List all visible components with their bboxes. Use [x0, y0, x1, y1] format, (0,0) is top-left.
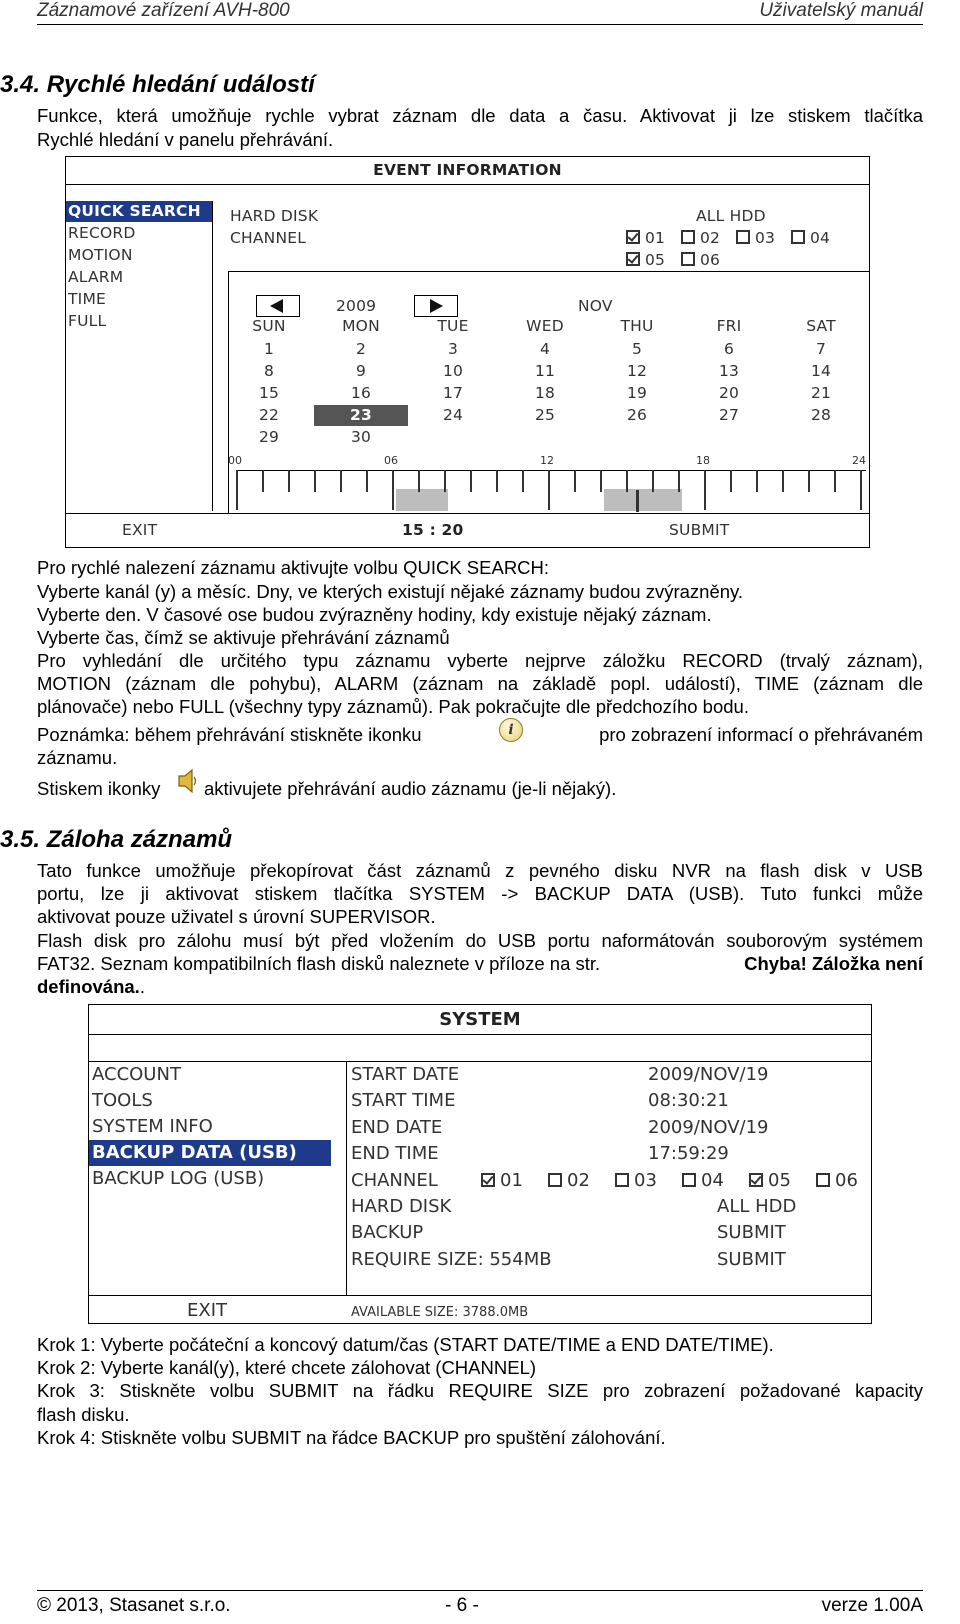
channel-label: 02	[700, 229, 721, 247]
timeline-tick	[522, 470, 524, 492]
backup-row-value[interactable]: 17:59:29	[648, 1143, 729, 1165]
weekday-header: SUN	[252, 317, 286, 335]
timeline-hour-label: 12	[540, 454, 554, 467]
menu-record[interactable]: RECORD	[68, 224, 136, 242]
calendar-day[interactable]: 14	[810, 362, 832, 380]
backup-settings	[351, 1062, 869, 1273]
backup-line-2: portu, lze ji aktivovat stiskem tlačítka SYSTEM -> BACKUP DATA (USB). Tuto funkci může	[37, 883, 923, 904]
timeline-tick	[496, 470, 498, 492]
channel-label: 06	[835, 1169, 858, 1191]
channel-label: 03	[755, 229, 776, 247]
checkbox-icon	[736, 230, 750, 244]
calendar-day[interactable]: 24	[442, 406, 464, 424]
backup-row-label: END DATE	[351, 1116, 443, 1138]
calendar-day[interactable]: 26	[626, 406, 648, 424]
backup-channel-04-checkbox[interactable]	[682, 1168, 724, 1194]
calendar-day[interactable]: 29	[258, 428, 280, 446]
timeline-tick	[808, 470, 810, 492]
exit-button[interactable]: EXIT	[122, 521, 158, 539]
calendar-day[interactable]: 15	[258, 384, 280, 402]
calendar-day[interactable]: 28	[810, 406, 832, 424]
timeline-tick	[600, 470, 602, 492]
timeline-tick	[574, 470, 576, 492]
page-header	[37, 0, 923, 25]
menu-full[interactable]: FULL	[68, 312, 107, 330]
backup-row-label: BACKUP	[351, 1222, 424, 1244]
backup-row-value[interactable]: 2009/NOV/19	[648, 1064, 769, 1085]
checkbox-icon	[626, 230, 640, 244]
calendar-day[interactable]: 30	[350, 428, 372, 446]
system-menu-item[interactable]: ACCOUNT	[92, 1064, 181, 1085]
menu-time[interactable]: TIME	[68, 290, 107, 308]
note-part-2: pro zobrazení informací o přehrávaném	[599, 724, 923, 745]
weekday-header: SAT	[806, 317, 836, 335]
channel-01-checkbox[interactable]	[626, 229, 665, 247]
channel-label: 04	[701, 1169, 724, 1191]
timeline-tick	[782, 470, 784, 492]
channel-02-checkbox[interactable]	[681, 229, 720, 247]
calendar-day[interactable]: 2	[355, 340, 367, 358]
timeline-tick	[262, 470, 264, 492]
next-month-button[interactable]	[414, 295, 458, 317]
timeline-tick	[860, 470, 862, 510]
backup-row	[351, 1141, 869, 1167]
backup-line-4: Flash disk pro zálohu musí být před vložením do USB portu naformátován souborovým systémem	[37, 930, 923, 951]
backup-row	[351, 1115, 869, 1141]
calendar-day[interactable]: 13	[718, 362, 740, 380]
note-line-2: záznamu.	[37, 747, 118, 768]
channel-label: 05	[645, 251, 666, 269]
system-menu-item[interactable]: SYSTEM INFO	[92, 1116, 213, 1137]
menu-quick-search[interactable]: QUICK SEARCH	[66, 201, 212, 222]
audio-part-2: aktivujete přehrávání audio záznamu (je-li nějaký).	[204, 778, 617, 799]
timeline-tick	[288, 470, 290, 492]
channel-label: 04	[810, 229, 831, 247]
backup-channel-02-checkbox[interactable]	[548, 1168, 590, 1194]
backup-line-5	[37, 952, 923, 976]
timeline-tick	[418, 470, 420, 492]
backup-channel-01-checkbox[interactable]	[481, 1168, 523, 1194]
calendar-year: 2009	[336, 297, 377, 315]
note-line	[37, 723, 923, 747]
timeline-tick	[340, 470, 342, 492]
channel-06-checkbox[interactable]	[681, 251, 720, 269]
prev-month-button[interactable]	[256, 295, 300, 317]
text-line-4: Vyberte čas, čímž se aktivuje přehrávání záznamů	[37, 627, 450, 648]
weekday-header: THU	[620, 317, 654, 335]
channel-03-checkbox[interactable]	[736, 229, 775, 247]
backup-channel-06-checkbox[interactable]	[816, 1168, 858, 1194]
step-3: Krok 3: Stiskněte volbu SUBMIT na řádku REQUIRE SIZE pro zobrazení požadované kapacity	[37, 1380, 923, 1401]
calendar-day[interactable]: 21	[810, 384, 832, 402]
timeline-tick	[834, 470, 836, 492]
calendar-day-selected[interactable]: 23	[314, 405, 408, 426]
step-4: Krok 4: Stiskněte volbu SUBMIT na řádce BACKUP pro spuštění zálohování.	[37, 1427, 666, 1448]
text-para2-line-3: plánovače) nebo FULL (všechny typy záznamů). Pak pokračujte dle předchozího bodu.	[37, 696, 749, 717]
timeline-hour-label: 00	[228, 454, 242, 467]
audio-line	[37, 777, 923, 801]
timeline-hour-label: 18	[696, 454, 710, 467]
note-part-1: Poznámka: během přehrávání stiskněte ikonku	[37, 724, 422, 745]
event-screen-title: EVENT INFORMATION	[373, 161, 562, 179]
intro-line-2: Rychlé hledání v panelu přehrávání.	[37, 129, 334, 150]
backup-row-value[interactable]: SUBMIT	[717, 1222, 786, 1244]
hard-disk-label: HARD DISK	[230, 207, 319, 225]
timeline-tick	[548, 470, 550, 510]
step-3-cont: flash disku.	[37, 1404, 130, 1425]
calendar-day[interactable]: 3	[447, 340, 459, 358]
backup-channel-05-checkbox[interactable]	[749, 1168, 791, 1194]
backup-line-6	[37, 975, 923, 999]
timeline-hour-label: 24	[852, 454, 866, 467]
checkbox-icon	[615, 1173, 629, 1187]
timeline-tick	[730, 470, 732, 492]
calendar-day[interactable]: 1	[263, 340, 275, 358]
section-title-backup: 3.5. Záloha záznamů	[0, 826, 233, 853]
text-line-3: Vyberte den. V časové ose budou zvýrazněny hodiny, kdy existuje nějaký záznam.	[37, 604, 712, 625]
calendar-day[interactable]: 6	[723, 340, 735, 358]
timeline-tick	[756, 470, 758, 492]
page-footer	[37, 1590, 923, 1617]
backup-row	[351, 1194, 869, 1220]
calendar-day[interactable]: 11	[534, 362, 556, 380]
system-menu-item[interactable]: BACKUP LOG (USB)	[92, 1168, 265, 1189]
channel-label: 03	[634, 1169, 657, 1191]
info-icon: i	[499, 718, 523, 742]
backup-row	[351, 1247, 869, 1273]
checkbox-icon	[626, 252, 640, 266]
backup-row-label: CHANNEL	[351, 1169, 438, 1191]
submit-button[interactable]: SUBMIT	[669, 521, 730, 539]
step-2: Krok 2: Vyberte kanál(y), které chcete zálohovat (CHANNEL)	[37, 1357, 537, 1378]
text-para2-line-1: Pro vyhledání dle určitého typu záznamu vyberte nejprve záložku RECORD (trvalý záznam),	[37, 650, 923, 671]
timeline-tick	[470, 470, 472, 492]
calendar-day[interactable]: 16	[350, 384, 372, 402]
calendar-day[interactable]: 12	[626, 362, 648, 380]
timeline-tick	[392, 470, 394, 510]
timeline-hour-label: 06	[384, 454, 398, 467]
backup-line-3: aktivovat pouze uživatel s úrovní SUPERVISOR.	[37, 906, 436, 927]
header-left: Záznamové zařízení AVH-800	[37, 0, 290, 21]
backup-row-label: END TIME	[351, 1143, 439, 1165]
text-para2-line-2: MOTION (záznam dle pohybu), ALARM (záznam na základě popl. událostí), TIME (záznam dle	[37, 673, 923, 694]
channel-05-checkbox[interactable]	[626, 251, 665, 269]
backup-channel-03-checkbox[interactable]	[615, 1168, 657, 1194]
timeline-tick	[678, 470, 680, 492]
time-value[interactable]: 15 : 20	[402, 521, 464, 539]
timeline	[228, 454, 868, 512]
checkbox-icon	[816, 1173, 830, 1187]
timeline-tick	[236, 470, 238, 510]
weekday-header: FRI	[716, 317, 742, 335]
text-line-1: Pro rychlé nalezení záznamu aktivujte volbu QUICK SEARCH:	[37, 557, 550, 578]
timeline-cursor[interactable]	[636, 490, 639, 512]
weekday-header: WED	[526, 317, 564, 335]
backup-line-5-text: FAT32. Seznam kompatibilních flash disků naleznete v příloze na str.	[37, 953, 601, 974]
text-line-2: Vyberte kanál (y) a měsíc. Dny, ve kterých existují nějaké záznamy budou zvýrazněny.	[37, 581, 744, 602]
audio-part-1: Stiskem ikonky	[37, 778, 161, 799]
channel-label: 06	[700, 251, 721, 269]
calendar-day[interactable]: 27	[718, 406, 740, 424]
step-1: Krok 1: Vyberte počáteční a koncový datum/čas (START DATE/TIME a END DATE/TIME).	[37, 1334, 774, 1355]
calendar-month: NOV	[578, 297, 613, 315]
backup-row	[351, 1088, 869, 1114]
calendar-day[interactable]: 19	[626, 384, 648, 402]
arrow-right-icon	[430, 299, 443, 313]
calendar-day[interactable]: 7	[815, 340, 827, 358]
system-menu-item[interactable]: BACKUP DATA (USB)	[89, 1140, 331, 1166]
bookmark-error: Chyba! Záložka není	[744, 953, 923, 974]
intro-line-1: Funkce, která umožňuje rychle vybrat záznam dle data a času. Aktivovat ji lze stiskem tlačítka	[37, 105, 923, 126]
channel-label: 01	[645, 229, 666, 247]
checkbox-icon	[481, 1173, 495, 1187]
calendar-day[interactable]: 9	[355, 362, 367, 380]
channel-label: CHANNEL	[230, 229, 307, 247]
backup-row-value[interactable]: SUBMIT	[717, 1248, 786, 1270]
system-screen-title: SYSTEM	[439, 1009, 521, 1030]
backup-row-label: START TIME	[351, 1090, 456, 1112]
timeline-tick	[366, 470, 368, 492]
weekday-header: MON	[342, 317, 380, 335]
timeline-tick	[314, 470, 316, 492]
footer-copyright: © 2013, Stasanet s.r.o.	[37, 1595, 231, 1616]
calendar-day[interactable]: 20	[718, 384, 740, 402]
calendar-day[interactable]: 22	[258, 406, 280, 424]
backup-row-label: HARD DISK	[351, 1195, 452, 1217]
system-menu-item[interactable]: TOOLS	[92, 1090, 153, 1111]
calendar-day[interactable]: 18	[534, 384, 556, 402]
backup-line-1: Tato funkce umožňuje překopírovat část záznamů z pevného disku NVR na flash disk v USB	[37, 860, 923, 881]
bookmark-error-2: definována.	[37, 976, 140, 997]
arrow-left-icon	[270, 299, 283, 313]
backup-row-value[interactable]: 08:30:21	[648, 1090, 729, 1112]
calendar-day[interactable]: 25	[534, 406, 556, 424]
channel-label: 02	[567, 1169, 590, 1191]
timeline-tick	[444, 470, 446, 492]
timeline-tick	[652, 470, 654, 492]
calendar-day[interactable]: 17	[442, 384, 464, 402]
event-information-screen	[65, 156, 870, 548]
header-right: Uživatelský manuál	[759, 0, 923, 21]
checkbox-icon	[681, 252, 695, 266]
backup-row-label: REQUIRE SIZE: 554MB	[351, 1248, 552, 1270]
backup-row-value[interactable]: 2009/NOV/19	[648, 1116, 769, 1138]
channel-label: 05	[768, 1169, 791, 1191]
checkbox-icon	[548, 1173, 562, 1187]
section-title-quick-search: 3.4. Rychlé hledání událostí	[0, 71, 315, 98]
menu-motion[interactable]: MOTION	[68, 246, 133, 264]
footer-version: verze 1.00A	[821, 1595, 923, 1616]
checkbox-icon	[681, 230, 695, 244]
system-menu	[89, 1062, 331, 1192]
speaker-icon	[177, 767, 199, 795]
backup-row	[351, 1062, 869, 1088]
checkbox-icon	[749, 1173, 763, 1187]
checkbox-icon	[791, 230, 805, 244]
footer-page-number: - 6 -	[445, 1595, 479, 1616]
backup-row	[351, 1168, 869, 1194]
menu-alarm[interactable]: ALARM	[68, 268, 124, 286]
calendar-day[interactable]: 10	[442, 362, 464, 380]
calendar-day[interactable]: 5	[631, 340, 643, 358]
backup-row	[351, 1220, 869, 1246]
calendar-day[interactable]: 4	[539, 340, 551, 358]
channel-label: 01	[500, 1169, 523, 1191]
backup-row-label: START DATE	[351, 1064, 460, 1085]
backup-row-value[interactable]: ALL HDD	[717, 1195, 797, 1217]
hard-disk-value[interactable]: ALL HDD	[696, 207, 766, 225]
timeline-tick	[626, 470, 628, 492]
calendar-day[interactable]: 8	[263, 362, 275, 380]
bookmark-error-tail: .	[139, 976, 145, 997]
channel-04-checkbox[interactable]	[791, 229, 830, 247]
available-size: AVAILABLE SIZE: 3788.0MB	[351, 1305, 529, 1320]
checkbox-icon	[682, 1173, 696, 1187]
timeline-tick	[704, 470, 706, 510]
system-exit-button[interactable]: EXIT	[187, 1300, 228, 1321]
weekday-header: TUE	[437, 317, 469, 335]
system-screen	[88, 1004, 872, 1324]
event-menu	[66, 201, 212, 332]
